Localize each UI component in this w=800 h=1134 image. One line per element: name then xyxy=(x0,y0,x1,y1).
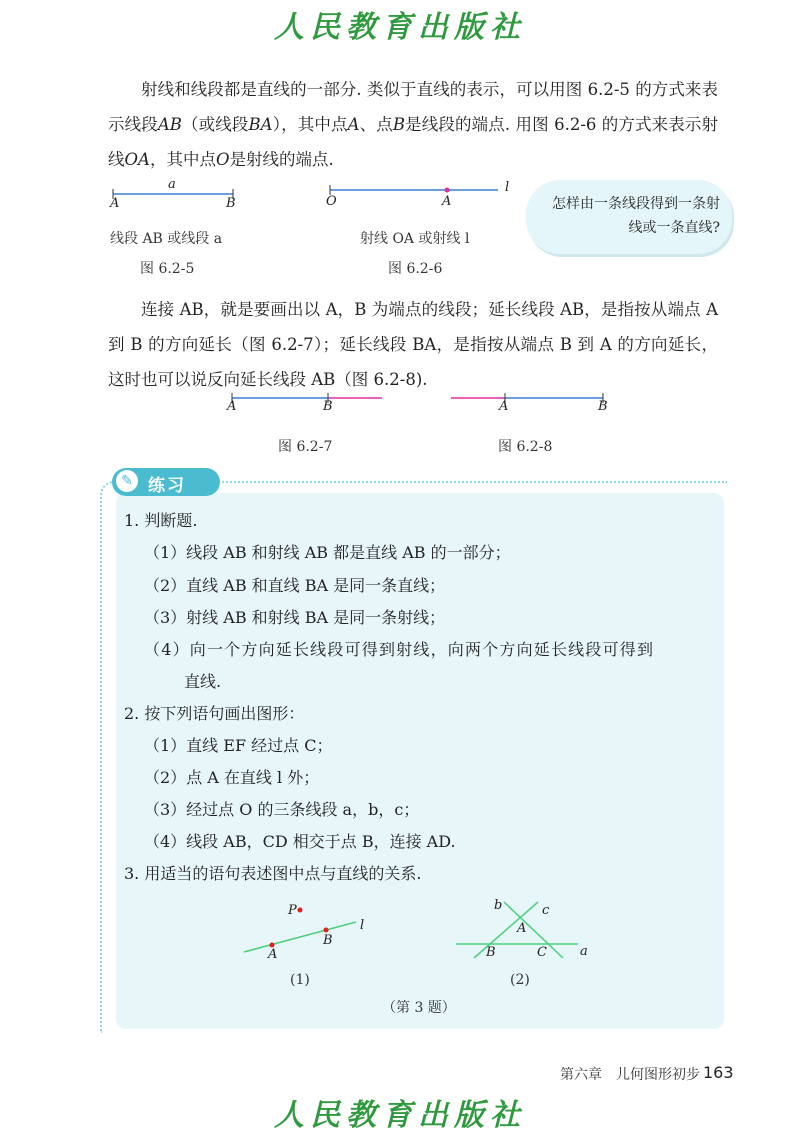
footer-brand: 人民教育出版社 xyxy=(274,1098,526,1133)
label-A-8: A xyxy=(499,399,509,414)
exercise-tag xyxy=(112,468,220,496)
fig627-number: 图 6.2-7 xyxy=(278,439,333,455)
point-b-fig1 xyxy=(324,928,329,933)
exercise-q1-2: （2）直线 AB 和直线 BA 是同一条直线； xyxy=(144,576,446,595)
point-p xyxy=(298,908,303,913)
fig2-label-B: B xyxy=(486,945,496,960)
fig2-label-A: A xyxy=(517,921,527,936)
exercise-q1: 1. 判断题. xyxy=(124,511,198,530)
exercise-q1-1: （1）线段 AB 和射线 AB 都是直线 AB 的一部分； xyxy=(144,543,511,562)
fig1-caption: (1) xyxy=(290,972,310,988)
exercise-q1-4a: （4）向一个方向延长线段可得到射线，向两个方向延长线段可得到 xyxy=(144,640,655,659)
label-B-8: B xyxy=(598,399,608,414)
fig1-label-A: A xyxy=(268,947,278,962)
exercise-q2-3: （3）经过点 O 的三条线段 a，b，c； xyxy=(144,800,420,819)
fig2-caption: (2) xyxy=(510,972,530,988)
paragraph-2: 连接 AB，就是要画出以 A，B 为端点的线段；延长线段 AB，是指按从端点 A 到 B 的方向延长（图 6.2-7）；延长线段 BA，是指按从端点 B 到 A 的方向延长，这时也可以说反向延长线段 AB（图 6.2-8). xyxy=(108,300,718,389)
exercise-q2: 2. 按下列语句画出图形： xyxy=(124,704,305,723)
line-c xyxy=(474,902,538,958)
exercise-figure-caption: （第 3 题） xyxy=(382,1000,456,1016)
exercise-q3: 3. 用适当的语句表述图中点与直线的关系. xyxy=(124,864,422,883)
intro-paragraph: 射线和线段都是直线的一部分. 类似于直线的表示，可以用图 6.2-5 的方式来表示线段AB（或线段BA），其中点A、点B是线段的端点. 用图 6.2-6 的方式来表示射线OA，其中点O是射线的端点. xyxy=(108,80,719,169)
label-B: B xyxy=(226,196,236,211)
figure-6-2-5 xyxy=(100,176,260,212)
exercise-q2-2: （2）点 A 在直线 l 外； xyxy=(144,768,320,787)
line-b xyxy=(504,902,563,958)
fig2-label-b: b xyxy=(494,898,503,913)
label-A-7: A xyxy=(227,399,237,414)
label-A-626: A xyxy=(442,194,452,209)
label-l: l xyxy=(505,180,510,195)
fig1-label-B: B xyxy=(323,933,333,948)
header-brand: 人民教育出版社 xyxy=(274,10,526,45)
fig2-label-C: C xyxy=(537,945,547,960)
exercise-tag-label: 练习 xyxy=(148,476,186,496)
figure-6-2-7 xyxy=(220,388,400,412)
label-A: A xyxy=(110,196,120,211)
fig2-label-c: c xyxy=(542,903,550,918)
footer-chapter: 第六章 儿何图形初步 xyxy=(560,1067,700,1083)
fig625-caption: 线段 AB 或线段 a xyxy=(110,231,223,247)
exercise-figure-1 xyxy=(236,900,386,970)
fig628-number: 图 6.2-8 xyxy=(498,439,553,455)
fig626-number: 图 6.2-6 xyxy=(388,261,443,277)
fig625-number: 图 6.2-5 xyxy=(140,261,195,277)
fig1-label-P: P xyxy=(288,903,297,918)
fig2-label-a: a xyxy=(580,944,588,959)
exercise-q1-4b: 直线. xyxy=(184,672,222,691)
line-l xyxy=(244,922,356,952)
exercise-q1-3: （3）射线 AB 和射线 BA 是同一条射线； xyxy=(144,608,446,627)
label-a: a xyxy=(168,177,176,192)
point-a xyxy=(445,188,450,193)
thought-bubble-text: 怎样由一条线段得到一条射线或一条直线? xyxy=(552,196,720,236)
pencil-icon: ✎ xyxy=(116,470,138,492)
figure-6-2-6 xyxy=(320,176,520,212)
fig1-label-l: l xyxy=(360,918,365,933)
exercise-q2-4: （4）线段 AB，CD 相交于点 B，连接 AD. xyxy=(144,832,456,851)
fig626-caption: 射线 OA 或射线 l xyxy=(360,231,470,247)
page-number: 163 xyxy=(703,1063,734,1082)
exercise-q2-1: （1）直线 EF 经过点 C； xyxy=(144,736,333,755)
label-O: O xyxy=(326,194,337,209)
label-B-7: B xyxy=(323,399,333,414)
